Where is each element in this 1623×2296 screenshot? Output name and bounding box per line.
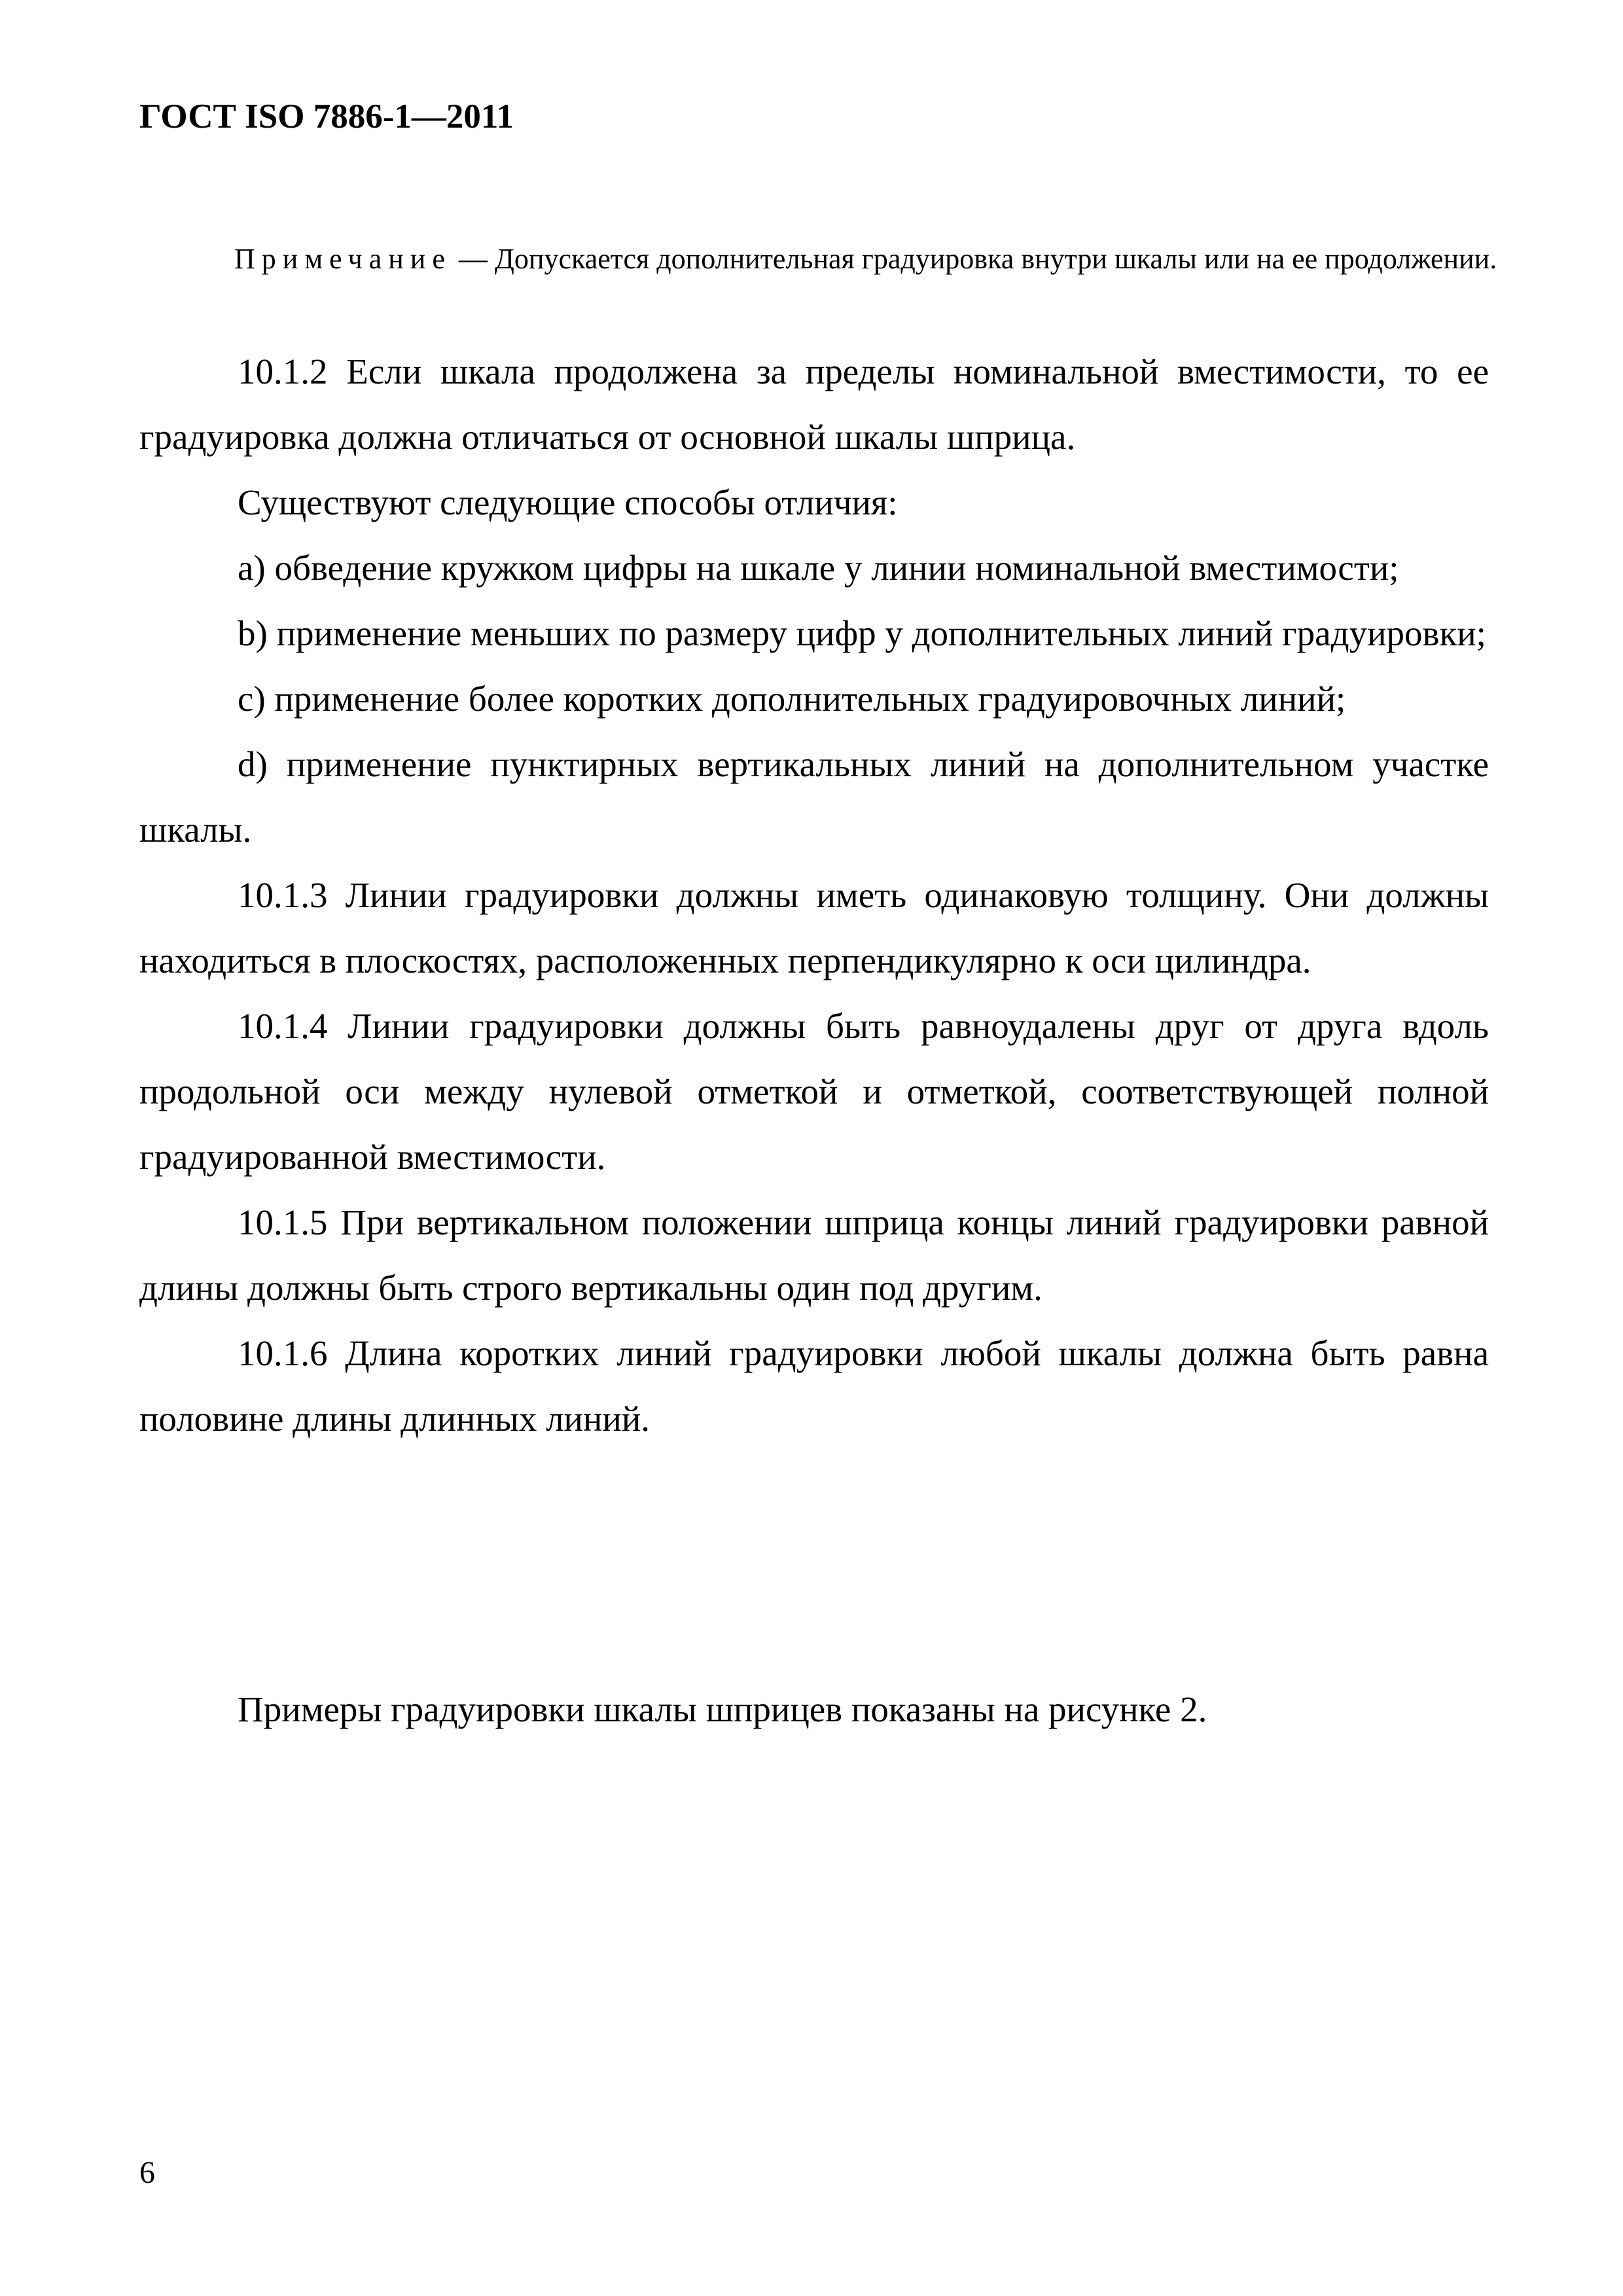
clause-10-1-3: 10.1.3 Линии градуировки должны иметь одинаковую толщину. Они должны находиться в плоскостях, расположенных перпендикулярно к оси цилиндра.: [139, 875, 1489, 980]
method-d: d) применение пунктирных вертикальных линий на дополнительном участке шкалы.: [139, 744, 1489, 850]
method-a: a) обведение кружком цифры на шкале у линии номинальной вместимости;: [238, 548, 1399, 588]
note-text: — Допускается дополнительная градуировка внутри шкалы или на ее продолжении.: [451, 243, 1497, 275]
note-paragraph: [139, 226, 1502, 292]
document-header: ГОСТ ISO 7886-1—2011: [139, 98, 514, 135]
clause-10-1-5: 10.1.5 При вертикальном положении шприца концы линий градуировки равной длины должны быть строго вертикальны один под другим.: [139, 1202, 1489, 1308]
method-c: c) применение более коротких дополнительных градуировочных линий;: [238, 679, 1346, 719]
page-number: 6: [139, 2155, 155, 2190]
method-b: b) применение меньших по размеру цифр у дополнительных линий градуировки;: [238, 613, 1486, 653]
methods-intro: Существуют следующие способы отличия:: [238, 482, 898, 522]
clause-10-1-6: 10.1.6 Длина коротких линий градуировки любой шкалы должна быть равна половине длины длинных линий.: [139, 1333, 1489, 1439]
body-text: [139, 339, 1489, 1452]
note-label: Примечание: [234, 243, 452, 275]
figure-reference: Примеры градуировки шкалы шприцев показаны на рисунке 2.: [238, 1689, 1207, 1729]
clause-10-1-4: 10.1.4 Линии градуировки должны быть равноудалены друг от друга вдоль продольной оси между нулевой отметкой и отметкой, соответствующей полной градуированной вместимости.: [139, 1006, 1489, 1177]
clause-10-1-2: 10.1.2 Если шкала продолжена за пределы номинальной вместимости, то ее градуировка должна отличаться от основной шкалы шприца.: [139, 351, 1489, 457]
